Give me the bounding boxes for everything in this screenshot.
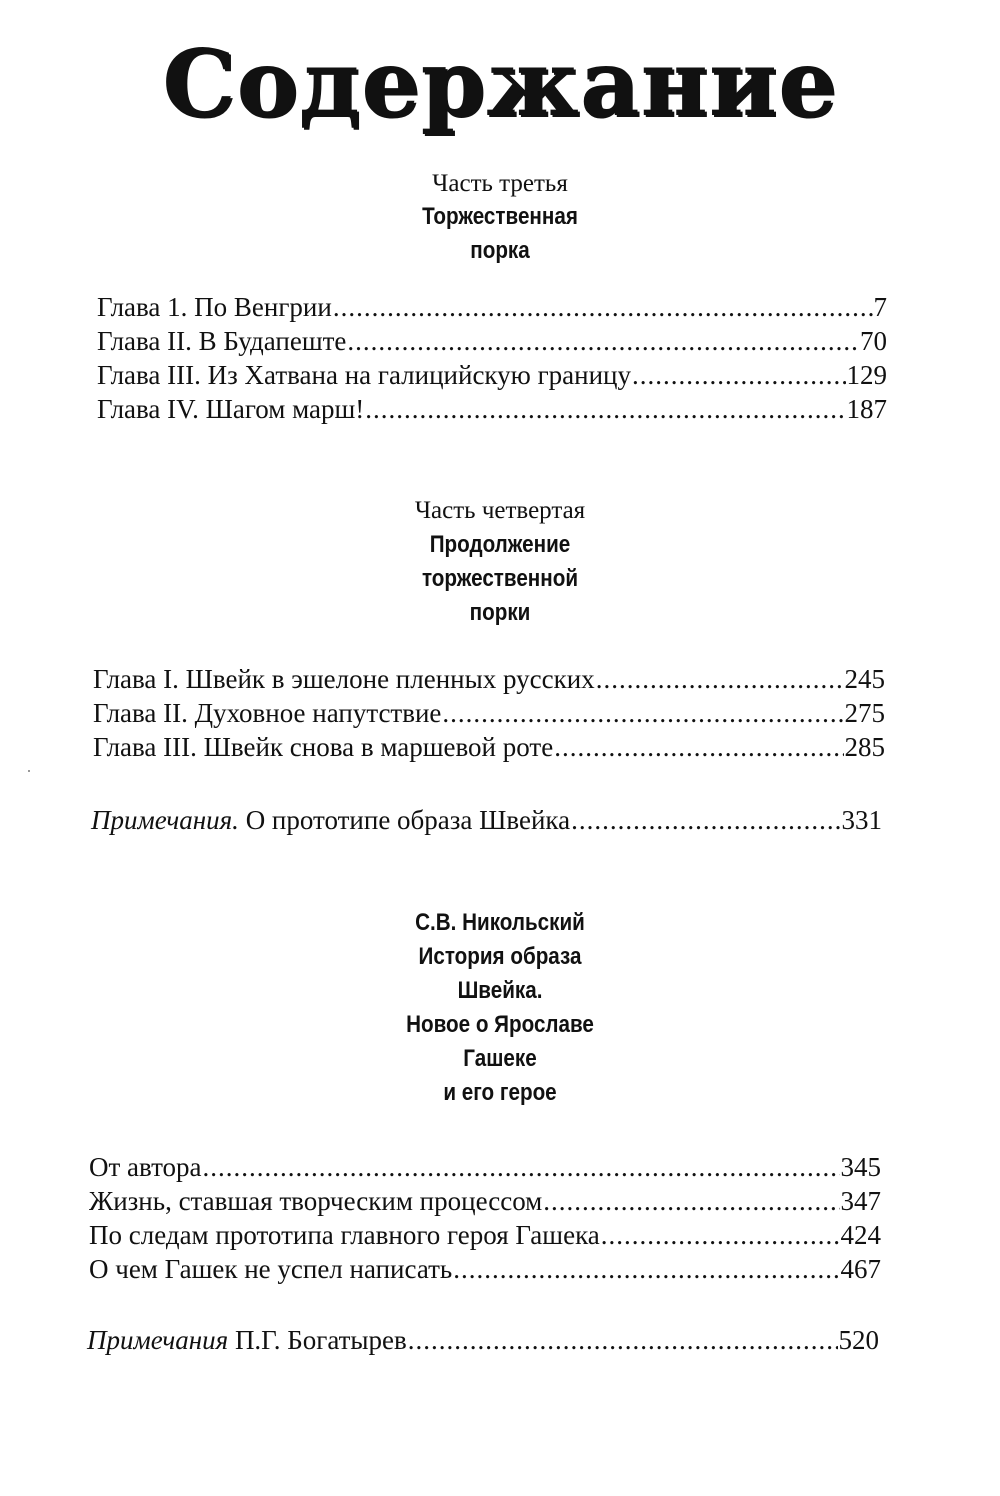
toc-leader <box>596 662 844 696</box>
part4-heading-line: Продолжение <box>429 531 571 558</box>
toc-entry-title: Жизнь, ставшая творческим процессом <box>89 1186 543 1216</box>
toc-entry-page: 347 <box>840 1186 881 1216</box>
toc-leader <box>554 730 843 764</box>
part4-heading-line: торжественной <box>421 565 579 592</box>
toc-leader <box>571 803 840 837</box>
toc-entry-title: Глава III. Из Хатвана на галицийскую границу <box>97 360 631 390</box>
toc-entry[interactable] <box>97 392 887 426</box>
toc-entry-page: 467 <box>840 1254 881 1284</box>
essay-notes <box>87 1323 879 1357</box>
toc-entry[interactable] <box>87 1323 879 1357</box>
toc-entry[interactable] <box>97 324 887 358</box>
scan-speck <box>28 770 30 772</box>
toc-entry-page: 245 <box>844 664 885 694</box>
toc-leader <box>347 324 859 358</box>
toc-entry-title: Глава 1. По Венгрии <box>97 292 332 322</box>
toc-entry-page: 424 <box>840 1220 881 1250</box>
toc-entry-title <box>87 1323 407 1357</box>
toc-entry-title: О чем Гашек не успел написать <box>89 1254 453 1284</box>
essay-heading-line: С.В. Никольский <box>415 909 585 936</box>
essay-heading-line: История образа <box>418 943 582 970</box>
toc-entry-page: 345 <box>840 1152 881 1182</box>
toc-entry-title: Глава IV. Шагом марш! <box>97 394 365 424</box>
toc-entry-page: 520 <box>838 1325 879 1355</box>
toc-entry[interactable] <box>97 358 887 392</box>
essay-heading-line: Новое о Ярославе <box>406 1011 594 1038</box>
page-title: Содержание <box>162 29 838 137</box>
toc-entry-page: 7 <box>873 292 887 322</box>
essay-toc <box>89 1150 881 1286</box>
toc-entry[interactable] <box>93 696 885 730</box>
toc-leader <box>203 1150 840 1184</box>
toc-leader <box>543 1184 839 1218</box>
toc-entry[interactable] <box>89 1218 881 1252</box>
notes-italic: Примечания. <box>91 805 239 835</box>
part4-toc <box>93 662 885 764</box>
notes-rest: О прототипе образа Швейка <box>238 805 571 835</box>
part3-heading <box>70 200 930 268</box>
toc-entry[interactable] <box>89 1184 881 1218</box>
toc-entry-title: Глава II. В Будапеште <box>97 326 347 356</box>
essay-heading-line: Гашеке <box>463 1045 537 1072</box>
toc-entry[interactable] <box>89 1252 881 1286</box>
part4-label: Часть четвертая <box>414 497 586 524</box>
notes-rest: П.Г. Богатырев <box>228 1325 407 1355</box>
part3-heading-line: порка <box>470 237 530 264</box>
toc-entry[interactable] <box>93 730 885 764</box>
toc-leader <box>453 1252 839 1286</box>
toc-entry-title: От автора <box>89 1152 202 1182</box>
toc-entry-title <box>91 803 570 837</box>
toc-entry[interactable] <box>89 1150 881 1184</box>
toc-leader <box>632 358 846 392</box>
toc-entry-page: 331 <box>841 805 882 835</box>
toc-entry[interactable] <box>91 803 882 837</box>
part4-heading <box>70 528 930 630</box>
part3-toc <box>97 290 887 426</box>
toc-entry-title: Глава II. Духовное напутствие <box>93 698 442 728</box>
toc-leader <box>365 392 845 426</box>
toc-entry-page: 187 <box>846 394 887 424</box>
toc-entry-page: 70 <box>860 326 887 356</box>
toc-entry-page: 129 <box>846 360 887 390</box>
toc-leader <box>408 1323 838 1357</box>
part3-label: Часть третья <box>432 170 568 197</box>
toc-leader <box>601 1218 840 1252</box>
toc-entry-title: Глава III. Швейк снова в маршевой роте <box>93 732 554 762</box>
toc-entry[interactable] <box>93 662 885 696</box>
toc-entry-page: 285 <box>844 732 885 762</box>
part3-heading-line: Торжественная <box>422 203 578 230</box>
notes-italic: Примечания <box>87 1325 229 1355</box>
toc-entry-title: Глава I. Швейк в эшелоне пленных русских <box>93 664 595 694</box>
part4-notes <box>91 803 882 837</box>
toc-leader <box>333 290 873 324</box>
toc-leader <box>442 696 843 730</box>
essay-heading-line: Швейка. <box>457 977 543 1004</box>
toc-entry[interactable] <box>97 290 887 324</box>
toc-entry-page: 275 <box>844 698 885 728</box>
essay-heading-line: и его герое <box>443 1079 557 1106</box>
part4-heading-line: порки <box>469 599 531 626</box>
essay-heading <box>70 906 930 1110</box>
toc-entry-title: По следам прототипа главного героя Гашека <box>89 1220 600 1250</box>
